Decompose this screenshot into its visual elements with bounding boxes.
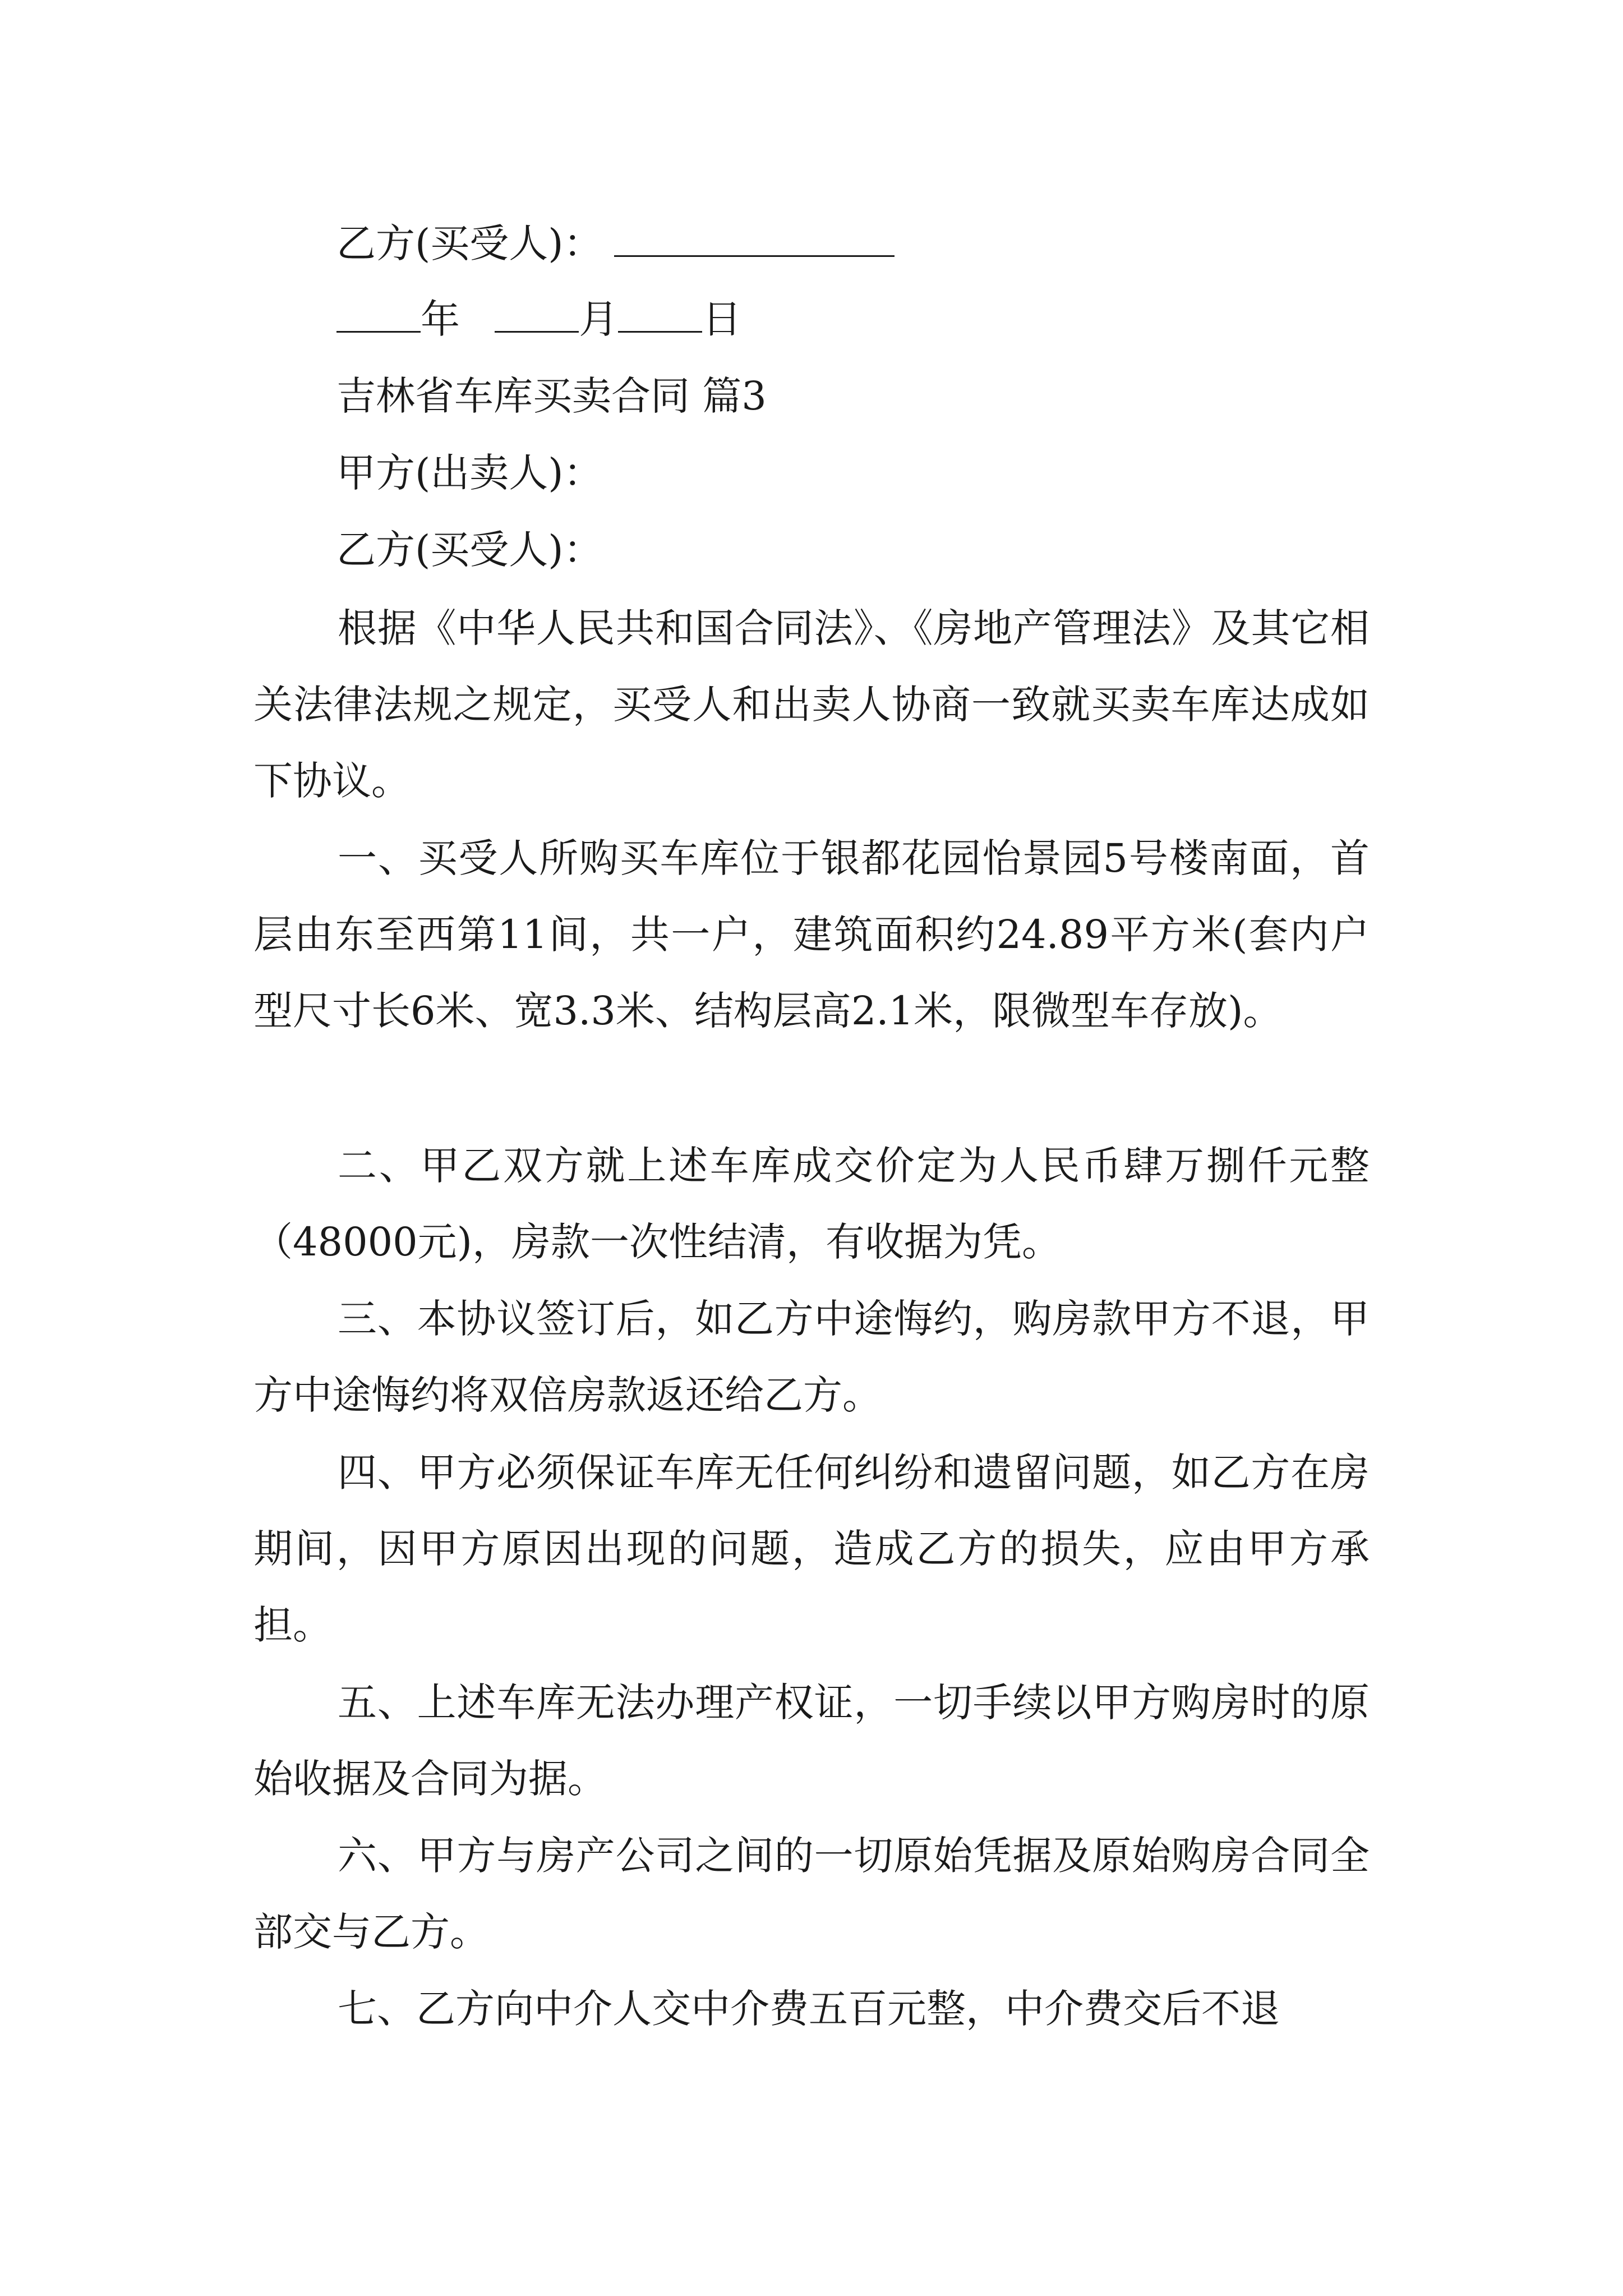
date-year: 年	[421, 296, 460, 342]
date-line	[336, 292, 741, 346]
date-month: 月	[579, 296, 619, 342]
year-blank	[336, 292, 421, 333]
paragraph-clause-3: 三、本协议签订后，如乙方中途悔约，购房款甲方不退，甲方中途悔约将双倍房款返还给乙方。	[253, 1296, 1370, 1418]
paragraph-clause-2: 二、甲乙双方就上述车库成交价定为人民币肆万捌仟元整（48000元)，房款一次性结清，有收据为凭。	[253, 1143, 1370, 1265]
section-title: 吉林省车库买卖合同 篇3	[336, 373, 767, 419]
paragraph-clause-7: 七、乙方向中介人交中介费五百元整，中介费交后不退	[338, 1986, 1280, 2032]
paragraph-preamble: 根据《中华人民共和国合同法》、《房地产管理法》及其它相关法律法规之规定，买受人和出卖人协商一致就买卖车库达成如下协议。	[253, 605, 1370, 804]
seller-label: 甲方(出卖人)：	[336, 450, 603, 496]
buyer-signature-blank	[614, 216, 895, 257]
paragraph-clause-6: 六、甲方与房产公司之间的一切原始凭据及原始购房合同全部交与乙方。	[253, 1833, 1370, 1955]
month-blank	[495, 292, 579, 333]
paragraph-clause-1: 一、买受人所购买车库位于银都花园怡景园5号楼南面，首层由东至西第11间，共一户，建筑面积约24.89平方米(套内户型尺寸长6米、宽3.3米、结构层高2.1米，限微型车存放)。	[253, 835, 1370, 1034]
buyer-signature-line	[336, 216, 895, 270]
day-blank	[618, 292, 702, 333]
paragraph-clause-4: 四、甲方必须保证车库无任何纠纷和遗留问题，如乙方在房期间，因甲方原因出现的问题，造成乙方的损失，应由甲方承担。	[253, 1450, 1370, 1648]
buyer-label: 乙方(买受人)：	[336, 527, 603, 573]
paragraph-clause-5: 五、上述车库无法办理产权证，一切手续以甲方购房时的原始收据及合同为据。	[253, 1680, 1370, 1802]
buyer-signature-label: 乙方(买受人)：	[336, 220, 603, 266]
date-day: 日	[702, 296, 742, 342]
